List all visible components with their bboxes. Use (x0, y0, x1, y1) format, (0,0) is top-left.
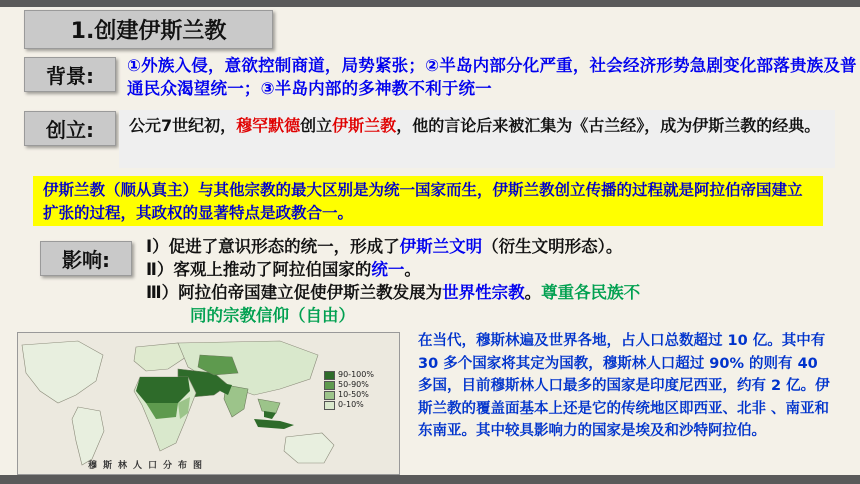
muslim-population-map (17, 332, 400, 475)
impact-3-green: 尊重各民族不 (541, 283, 641, 302)
impact-1-end: （衍生文明形态）。 (482, 237, 623, 256)
religion-name: 伊斯兰教 (332, 116, 397, 135)
founding-part2: 创立 (300, 116, 333, 135)
impact-3-highlight: 世界性宗教 (442, 283, 525, 302)
legend-item: 90-100% (324, 370, 374, 380)
slide-title (24, 10, 273, 49)
legend-swatch (324, 371, 335, 380)
impact-line-2 (146, 256, 421, 280)
map-caption: 穆斯林人口分布图 (87, 461, 208, 471)
top-stripe (0, 0, 860, 7)
background-text: ①外族入侵，意欲控制商道，局势紧张；②半岛内部分化严重，社会经济形势急剧变化部落贵族及普通民众渴望统一；③半岛内部的多神教不利于统一 (127, 56, 857, 98)
legend-swatch (324, 401, 335, 410)
impact-line-1 (146, 233, 622, 257)
background-label-text: 背景: (46, 64, 94, 88)
founding-part1: 公元7世纪初， (129, 116, 237, 135)
info-paragraph: 在当代，穆斯林遍及世界各地，占人口总数超过 10 亿。其中有 30 多个国家将其定为国教，穆斯林人口超过 90% 的则有 40 多国，目前穆斯林人口最多的国家是印度尼西亚，约有 2 亿。伊斯兰教的覆盖面基本上还是它的传统地区即西亚、北非 、南亚和东南亚。其中较具影响力的国家是埃及和沙特阿拉伯。 (418, 333, 830, 439)
impact-label (40, 241, 132, 276)
impact-2-highlight: 统一 (371, 260, 405, 279)
bottom-stripe (0, 475, 860, 484)
legend-item: 0-10% (324, 400, 374, 410)
founding-text-box (119, 110, 835, 168)
legend-swatch (324, 381, 335, 390)
founding-label-text: 创立: (46, 118, 94, 142)
impact-line-3 (146, 279, 640, 303)
impact-line-4: 同的宗教信仰（自由） (190, 306, 355, 325)
founder-name: 穆罕默德 (236, 116, 301, 135)
impact-1-text: Ⅰ）促进了意识形态的统一，形成了 (146, 237, 400, 256)
founding-part3: ，他的言论后来被汇集为《古兰经》，成为伊斯兰教的经典。 (396, 116, 821, 135)
impact-1-highlight: 伊斯兰文明 (399, 237, 483, 256)
impact-2-text: Ⅱ）客观上推动了阿拉伯国家的 (146, 260, 372, 279)
legend-item: 50-90% (324, 380, 374, 390)
highlight-text: 伊斯兰教（顺从真主）与其他宗教的最大区别是为统一国家而生，伊斯兰教创立传播的过程就是阿拉伯帝国建立扩张的过程，其政权的显著特点是政教合一。 (43, 180, 803, 222)
legend-item: 10-50% (324, 390, 374, 400)
founding-label (24, 111, 116, 146)
background-label (24, 57, 116, 92)
slide-title-text: 1.创建伊斯兰教 (70, 19, 227, 44)
impact-3-text: Ⅲ）阿拉伯帝国建立促使伊斯兰教发展为 (146, 283, 443, 302)
highlight-box (33, 176, 823, 226)
impact-label-text: 影响: (62, 248, 110, 272)
legend-swatch (324, 391, 335, 400)
impact-2-end: 。 (404, 260, 421, 279)
map-legend (324, 370, 374, 410)
impact-3-end: 。 (524, 283, 542, 302)
